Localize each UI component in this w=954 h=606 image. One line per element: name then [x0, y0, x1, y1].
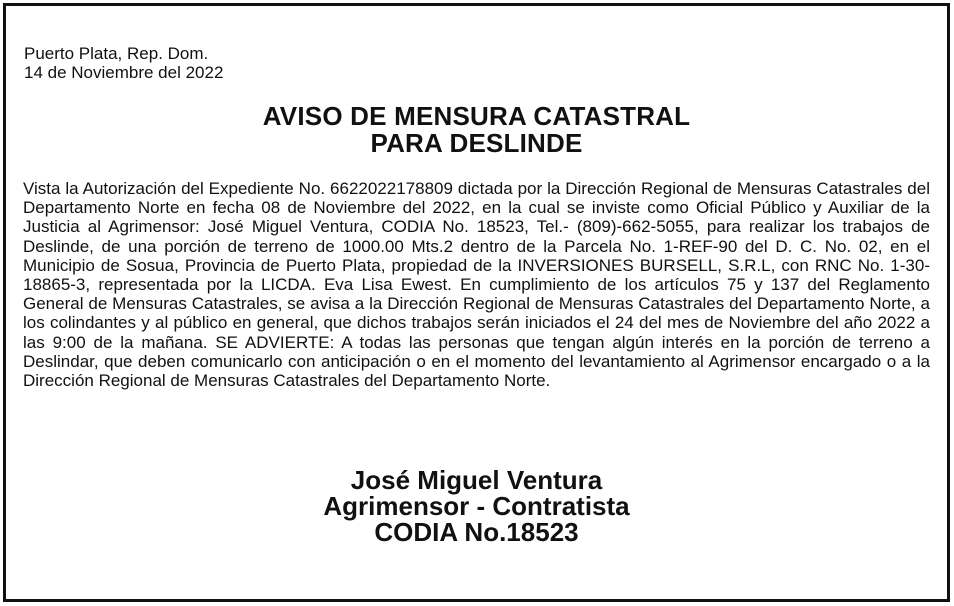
notice-body: Vista la Autorización del Expediente No. 6622022178809 dictada por la Dirección Regional de Mensuras Catastrales del Departamento Norte en fecha 08 de Noviembre del 2022, en la cual se inviste como Oficial Público y Auxiliar de la Justicia al Agrimensor: José Miguel Ventura, CODIA No. 18523, Tel.- (809)-662-5055, para realizar los trabajos de Deslinde, de una porción de terreno de 1000.00 Mts.2 dentro de la Parcela No. 1-REF-90 del D. C. No. 02, en el Municipio de Sosua, Provincia de Puerto Plata, propiedad de la INVERSIONES BURSELL, S.R.L, con RNC No. 1-30-18865-3, representada por la LICDA. Eva Lisa Ewest. En cumplimiento de los artículos 75 y 137 del Reglamento General de Mensuras Catastrales, se avisa a la Dirección Regional de Mensuras Catastrales del Departamento Norte, a los colindantes y al público en general, que dichos trabajos serán iniciados el 24 del mes de Noviembre del año 2022 a las 9:00 de la mañana. SE ADVIERTE: A todas las personas que tengan algún interés en la porción de terreno a Deslindar, que deben comunicarlo con anticipación o en el momento del levantamiento al Agrimensor encargado o a la Dirección Regional de Mensuras Catastrales del Departamento Norte. — [23, 179, 930, 391]
signer-codia: CODIA No.18523 — [374, 517, 579, 547]
title-line-2: PARA DESLINDE — [370, 128, 583, 158]
date-line: 14 de Noviembre del 2022 — [24, 63, 224, 82]
signature-block — [6, 467, 947, 545]
signer-name: José Miguel Ventura — [350, 465, 603, 495]
notice-frame — [3, 3, 950, 602]
location-line: Puerto Plata, Rep. Dom. — [24, 44, 209, 63]
signer-role: Agrimensor - Contratista — [323, 491, 630, 521]
title-line-1: AVISO DE MENSURA CATASTRAL — [262, 101, 691, 131]
notice-title — [6, 103, 947, 157]
notice-header — [24, 44, 223, 82]
